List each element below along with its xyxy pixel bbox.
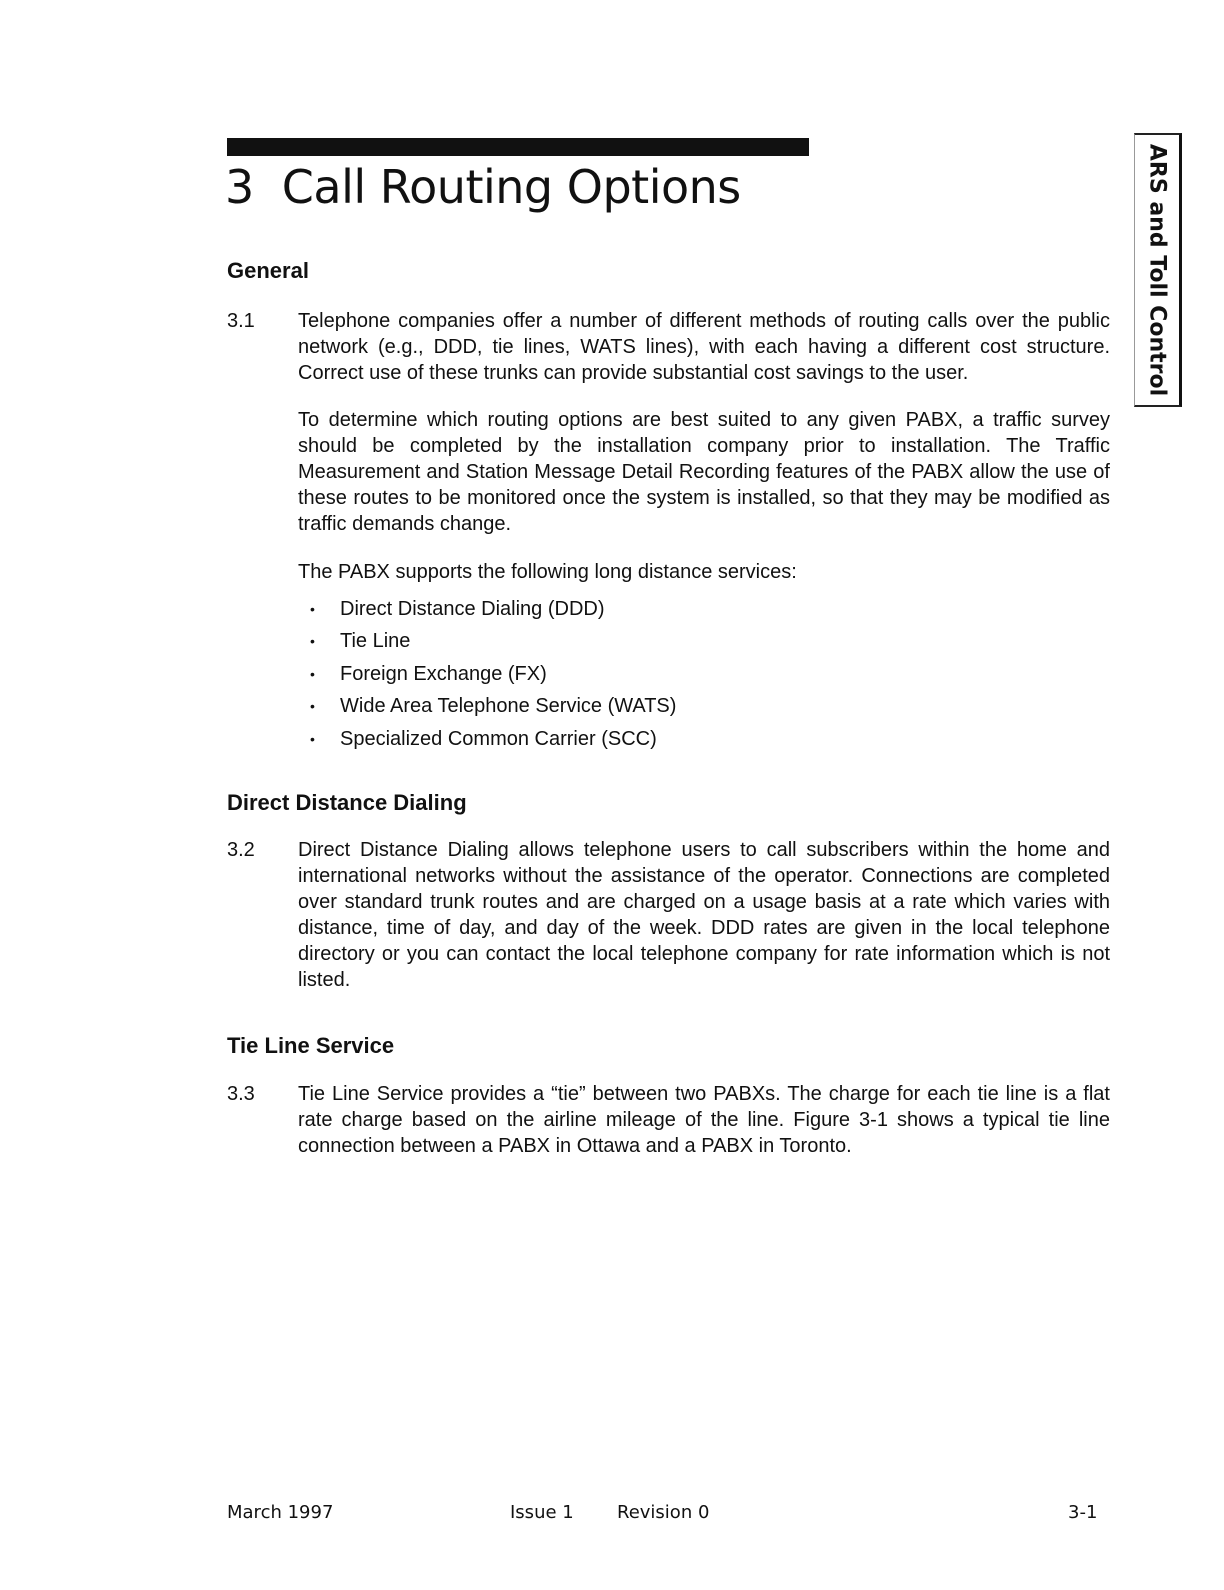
paragraph-number: 3.3 (227, 1083, 255, 1105)
side-tab-label: ARS and Toll Control (1144, 143, 1170, 397)
section-heading-ddd: Direct Distance Dialing (227, 790, 467, 815)
bullet-icon: • (310, 730, 315, 747)
bullet-icon: • (310, 633, 315, 650)
chapter-title-text: Call Routing Options (281, 160, 741, 214)
section-heading-general: General (227, 258, 309, 283)
chapter-number: 3 (225, 160, 254, 214)
bullet-icon: • (310, 601, 315, 617)
bullet-icon: • (310, 698, 315, 715)
section-side-tab (1134, 133, 1182, 407)
section-heading-tie-line: Tie Line Service (227, 1033, 395, 1058)
paragraph-traffic-survey: To determine which routing options are best suited to any given PABX, a traffic survey should be completed by the installation company prior to installation. The Traffic Measurement and Station Message Detail Recording features of the PABX allow the use of these routes to be monitored once the system is installed, so that they may be modified as traffic demands change. (298, 409, 1110, 535)
chapter-title-rule (227, 138, 809, 156)
paragraph-3-1: Telephone companies offer a number of different methods of routing calls over the public network (e.g., DDD, tie lines, WATS lines), with each having a different cost structure. Correct use of these trunks can provide substantial cost savings to the user. (298, 310, 1110, 384)
list-item: • Foreign Exchange (FX) (306, 658, 676, 690)
list-item: • Specialized Common Carrier (SCC) (306, 723, 676, 755)
footer-issue: Issue 1 (510, 1502, 574, 1523)
paragraph-number: 3.1 (227, 310, 255, 332)
footer-page-number: 3-1 (1068, 1502, 1098, 1523)
chapter-title (225, 160, 741, 214)
paragraph-services-intro: The PABX supports the following long distance services: (298, 561, 797, 583)
paragraph-number: 3.2 (227, 839, 255, 861)
paragraph-3-2: Direct Distance Dialing allows telephone users to call subscribers within the home and international networks without the assistance of the operator. Connections are completed over standard trunk routes and are charged on a usage basis at a rate which varies with distance, time of day, and day of the week. DDD rates are given in the local telephone directory or you can contact the local telephone company for rate information which is not listed. (298, 839, 1110, 991)
footer-date: March 1997 (227, 1502, 334, 1523)
list-item: • Direct Distance Dialing (DDD) (306, 593, 676, 625)
list-item: • Wide Area Telephone Service (WATS) (306, 690, 676, 722)
paragraph-3-3: Tie Line Service provides a “tie” between two PABXs. The charge for each tie line is a flat rate charge based on the airline mileage of the line. Figure 3-1 shows a typical tie line connection between a PABX in Ottawa and a PABX in Toronto. (298, 1083, 1110, 1157)
footer-revision: Revision 0 (617, 1502, 710, 1523)
bullet-icon: • (310, 665, 315, 682)
list-item: • Tie Line (306, 625, 676, 657)
services-list (306, 593, 676, 755)
